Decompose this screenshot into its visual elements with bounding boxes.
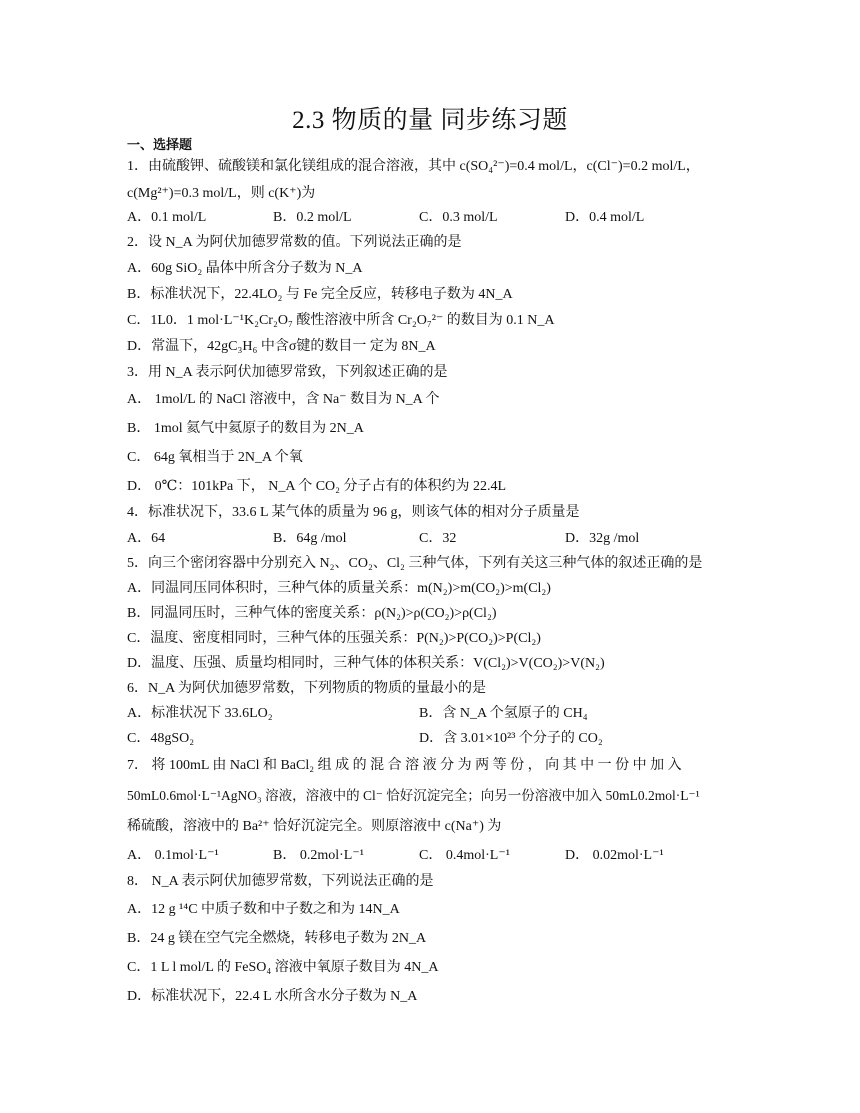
q7-option-a: A． 0.1mol·L⁻¹ bbox=[127, 848, 219, 863]
q7-stem-line2: 50mL0.6mol·L⁻¹AgNO₃ 溶液，溶液中的 Cl⁻ 恰好沉淀完全；向另一份溶液中加入 50mL0.2mol·L⁻¹ bbox=[127, 788, 700, 803]
q5-option-c: C．温度、密度相同时，三种气体的压强关系：P(N₂)>P(CO₂)>P(Cl₂) bbox=[127, 631, 541, 646]
q3-stem: 3．用 N_A 表示阿伏加德罗常致，下列叙述正确的是 bbox=[127, 365, 448, 380]
q8-option-a: A．12 g ¹⁴C 中质子数和中子数之和为 14N_A bbox=[127, 902, 400, 917]
q1-option-d: D．0.4 mol/L bbox=[565, 210, 645, 225]
q3-option-c: C． 64g 氧相当于 2N_A 个氧 bbox=[127, 450, 303, 465]
q8-option-b: B．24 g 镁在空气完全燃烧，转移电子数为 2N_A bbox=[127, 931, 427, 946]
q6-stem: 6．N_A 为阿伏加德罗常数，下列物质的物质的量最小的是 bbox=[127, 681, 486, 696]
q4-option-a: A．64 bbox=[127, 531, 166, 546]
q4-option-c: C．32 bbox=[419, 531, 457, 546]
q2-option-a: A．60g SiO₂ 晶体中所含分子数为 N_A bbox=[127, 261, 363, 276]
q7-stem-line1: 7． 将 100mL 由 NaCl 和 BaCl₂ 组 成 的 混 合 溶 液 分 为 两 等 份 ， 向 其 中 一 份 中 加 入 bbox=[127, 758, 682, 773]
q7-stem-line3: 稀硫酸，溶液中的 Ba²⁺ 恰好沉淀完全。则原溶液中 c(Na⁺) 为 bbox=[127, 819, 502, 834]
q6-option-a: A．标准状况下 33.6LO₂ bbox=[127, 706, 273, 721]
q6-option-b: B．含 N_A 个氢原子的 CH₄ bbox=[419, 706, 588, 721]
q8-option-d: D．标准状况下，22.4 L 水所含水分子数为 N_A bbox=[127, 989, 418, 1004]
q1-option-c: C．0.3 mol/L bbox=[419, 210, 498, 225]
q1-option-a: A．0.1 mol/L bbox=[127, 210, 207, 225]
q3-option-b: B． 1mol 氦气中氦原子的数目为 2N_A bbox=[127, 421, 364, 436]
q5-stem: 5．向三个密闭容器中分别充入 N₂、CO₂、Cl₂ 三种气体，下列有关这三种气体的叙述正确的是 bbox=[127, 556, 703, 571]
q1-stem-line1: 1．由硫酸钾、硫酸镁和氯化镁组成的混合溶液，其中 c(SO₄²⁻)=0.4 mol/L，c(Cl⁻)=0.2 mol/L， bbox=[127, 159, 700, 174]
q4-option-d: D．32g /mol bbox=[565, 531, 640, 546]
q6-option-d: D．含 3.01×10²³ 个分子的 CO₂ bbox=[419, 731, 603, 746]
section-heading: 一、选择题 bbox=[127, 138, 193, 153]
q7-option-b: B． 0.2mol·L⁻¹ bbox=[273, 848, 364, 863]
q2-option-d: D．常温下，42gC₃H₆ 中含σ键的数目一 定为 8N_A bbox=[127, 339, 436, 354]
q1-option-b: B．0.2 mol/L bbox=[273, 210, 352, 225]
q2-stem: 2．设 N_A 为阿伏加德罗常数的值。下列说法正确的是 bbox=[127, 235, 462, 250]
q1-stem-line2: c(Mg²⁺)=0.3 mol/L，则 c(K⁺)为 bbox=[127, 186, 316, 201]
q2-option-b: B．标准状况下，22.4LO₂ 与 Fe 完全反应，转移电子数为 4N_A bbox=[127, 287, 513, 302]
q2-option-c: C．1L0．1 mol·L⁻¹K₂Cr₂O₇ 酸性溶液中所含 Cr₂O₇²⁻ 的数目为 0.1 N_A bbox=[127, 313, 555, 328]
q5-option-a: A．同温同压同体积时，三种气体的质量关系：m(N₂)>m(CO₂)>m(Cl₂) bbox=[127, 581, 551, 596]
q8-stem: 8． N_A 表示阿伏加德罗常数，下列说法正确的是 bbox=[127, 874, 434, 889]
page-title: 2.3 物质的量 同步练习题 bbox=[292, 107, 568, 134]
q4-stem: 4．标准状况下，33.6 L 某气体的质量为 96 g，则该气体的相对分子质量是 bbox=[127, 505, 580, 520]
q5-option-d: D．温度、压强、质量均相同时，三种气体的体积关系：V(Cl₂)>V(CO₂)>V(N₂) bbox=[127, 656, 605, 671]
q6-option-c: C．48gSO₂ bbox=[127, 731, 195, 746]
q4-option-b: B．64g /mol bbox=[273, 531, 347, 546]
q3-option-d: D． 0℃：101kPa 下， N_A 个 CO₂ 分子占有的体积约为 22.4L bbox=[127, 479, 507, 494]
q7-option-c: C． 0.4mol·L⁻¹ bbox=[419, 848, 510, 863]
q3-option-a: A． 1mol/L 的 NaCl 溶液中，含 Na⁻ 数目为 N_A 个 bbox=[127, 392, 440, 407]
q8-option-c: C．1 L l mol/L 的 FeSO₄ 溶液中氧原子数目为 4N_A bbox=[127, 960, 439, 975]
q5-option-b: B．同温同压时，三种气体的密度关系：ρ(N₂)>ρ(CO₂)>ρ(Cl₂) bbox=[127, 606, 497, 621]
q7-option-d: D． 0.02mol·L⁻¹ bbox=[565, 848, 664, 863]
